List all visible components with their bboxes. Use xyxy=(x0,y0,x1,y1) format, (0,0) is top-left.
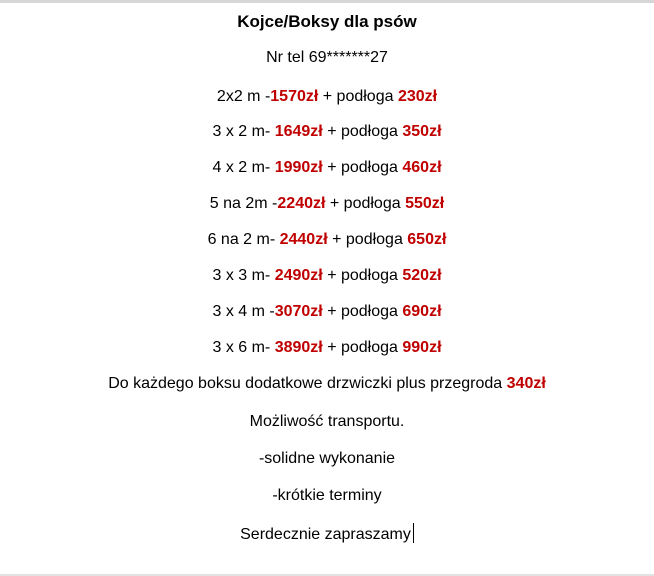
box-size: 2x2 m - xyxy=(216,88,271,105)
floor-label: + podłoga xyxy=(325,195,406,212)
box-price: 1649zł xyxy=(274,123,323,140)
price-row xyxy=(0,338,654,358)
box-price: 1990zł xyxy=(274,159,323,176)
box-price: 1570zł xyxy=(270,88,319,105)
box-price: 3070zł xyxy=(274,303,323,320)
extra-offer xyxy=(0,374,654,394)
box-price: 3890zł xyxy=(274,339,323,356)
floor-label: + podłoga xyxy=(322,303,403,320)
price-row xyxy=(0,122,654,142)
floor-price: 990zł xyxy=(402,339,442,356)
box-size: 5 na 2m - xyxy=(209,195,278,212)
floor-price: 520zł xyxy=(402,267,442,284)
box-size: 3 x 4 m - xyxy=(212,303,275,320)
box-size: 3 x 3 m- xyxy=(212,267,275,284)
price-row xyxy=(0,87,654,107)
text-cursor xyxy=(413,523,414,543)
box-size: 6 na 2 m- xyxy=(207,231,280,248)
price-row xyxy=(0,158,654,178)
box-size: 3 x 6 m- xyxy=(212,339,275,356)
box-size: 4 x 2 m- xyxy=(212,159,275,176)
closing-text: Serdecznie zapraszamy xyxy=(240,526,411,543)
feature-terms: -krótkie terminy xyxy=(272,487,382,504)
price-row xyxy=(0,302,654,322)
floor-price: 690zł xyxy=(402,303,442,320)
floor-price: 350zł xyxy=(402,123,442,140)
box-price: 2490zł xyxy=(274,267,323,284)
document-title: Kojce/Boksy dla psów xyxy=(237,12,417,31)
box-price: 2240zł xyxy=(277,195,326,212)
phone-number: Nr tel 69*******27 xyxy=(266,49,388,66)
floor-price: 230zł xyxy=(397,88,438,105)
price-row xyxy=(0,230,654,250)
price-row xyxy=(0,194,654,214)
box-size: 3 x 2 m- xyxy=(212,123,275,140)
floor-label: + podłoga xyxy=(318,88,398,105)
box-price: 2440zł xyxy=(279,231,328,248)
closing-line xyxy=(0,523,654,543)
floor-price: 650zł xyxy=(407,231,447,248)
page-top-edge xyxy=(0,0,654,3)
floor-label: + podłoga xyxy=(322,123,403,140)
feature-solid: -solidne wykonanie xyxy=(258,450,396,467)
floor-label: + podłoga xyxy=(322,159,403,176)
price-row xyxy=(0,266,654,286)
floor-label: + podłoga xyxy=(322,267,403,284)
extra-offer-text: Do każdego boksu dodatkowe drzwiczki plus przegroda xyxy=(108,375,507,392)
floor-price: 550zł xyxy=(405,195,445,212)
extra-offer-price: 340zł xyxy=(506,375,546,392)
floor-label: + podłoga xyxy=(322,339,403,356)
floor-label: + podłoga xyxy=(327,231,408,248)
floor-price: 460zł xyxy=(402,159,442,176)
transport-note: Możliwość transportu. xyxy=(249,413,405,430)
